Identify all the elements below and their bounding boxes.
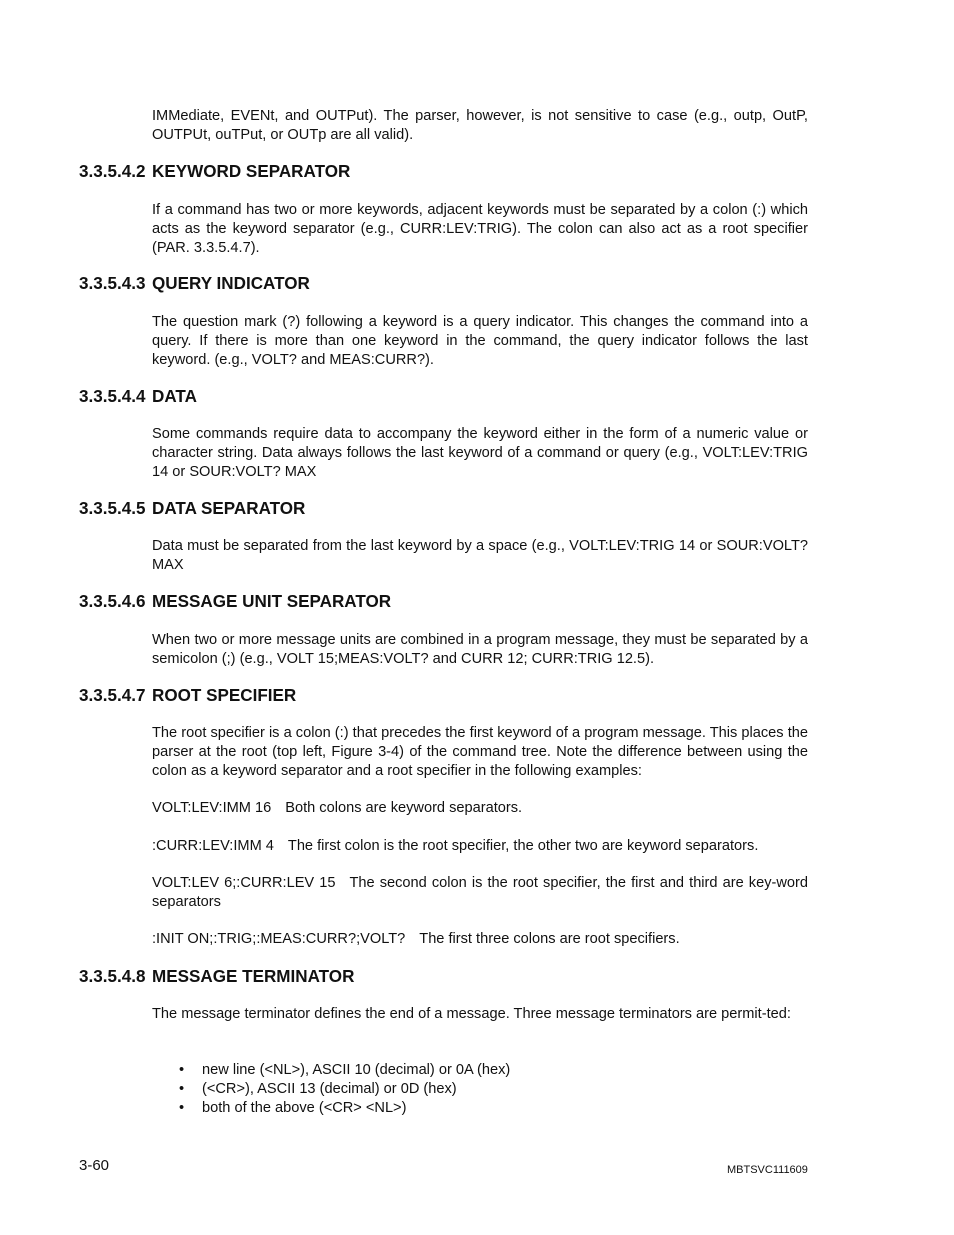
section-title: QUERY INDICATOR (152, 274, 310, 293)
bullet-icon: • (179, 1080, 185, 1097)
page-number: 3-60 (79, 1157, 110, 1174)
list-item (179, 1061, 510, 1080)
example-text: Both colons are keyword separators. (285, 800, 523, 816)
section-body-message-unit-separator: When two or more message units are combined in a program message, they must be separated by a semicolon (;) (e.g., VOLT 15;MEAS:VOLT? and CURR 12; CURR:TRIG 12.5). (152, 632, 808, 667)
section-body-message-terminator: The message terminator defines the end of a message. Three message terminators are permit-ted: (152, 1006, 791, 1022)
section-heading-data-separator (79, 500, 305, 519)
example-line (152, 874, 808, 912)
list-item (179, 1080, 510, 1099)
terminator-list (179, 1061, 510, 1118)
example-text: The second colon is the root specifier, the first and third are key-word separators (152, 875, 808, 910)
section-number: 3.3.5.4.6 (79, 592, 146, 611)
section-number: 3.3.5.4.5 (79, 499, 146, 518)
section-title: KEYWORD SEPARATOR (152, 162, 351, 181)
section-heading-message-terminator (79, 968, 354, 987)
example-line (152, 799, 808, 818)
example-text: The first three colons are root specifiers. (419, 931, 680, 947)
section-body-keyword-separator: If a command has two or more keywords, adjacent keywords must be separated by a colon (:) which acts as the keyword separator (e.g., CURR:LEV:TRIG). The colon can also act as a root specifier (PAR. 3.3.5.4.7). (152, 202, 808, 256)
intro-paragraph: IMMediate, EVENt, and OUTPut). The parser, however, is not sensitive to case (e.g., outp, OutP, OUTPUt, ouTPut, or OUTp are all valid). (152, 108, 808, 143)
example-code: VOLT:LEV 6;:CURR:LEV 15 (152, 875, 336, 891)
example-text: The first colon is the root specifier, the other two are keyword separators. (287, 838, 759, 854)
bullet-icon: • (179, 1099, 185, 1116)
document-code: MBTSVC111609 (727, 1164, 808, 1176)
section-heading-root-specifier (79, 687, 296, 706)
section-title: MESSAGE UNIT SEPARATOR (152, 592, 392, 611)
example-code: VOLT:LEV:IMM 16 (152, 800, 272, 816)
section-number: 3.3.5.4.7 (79, 686, 146, 705)
section-heading-data (79, 388, 197, 407)
section-number: 3.3.5.4.3 (79, 274, 146, 293)
section-body-data-separator: Data must be separated from the last keyword by a space (e.g., VOLT:LEV:TRIG 14 or SOUR:VOLT? MAX (152, 538, 808, 573)
list-item-text: (<CR>), ASCII 13 (decimal) or 0D (hex) (202, 1080, 457, 1097)
section-number: 3.3.5.4.2 (79, 162, 146, 181)
section-body-query-indicator: The question mark (?) following a keyword is a query indicator. This changes the command into a query. If there is more than one keyword in the command, the query indicator follows the last keyword. (e.g., VOLT? and MEAS:CURR?). (152, 314, 808, 368)
section-number: 3.3.5.4.8 (79, 967, 146, 986)
list-item-text: new line (<NL>), ASCII 10 (decimal) or 0A (hex) (202, 1062, 511, 1078)
list-item-text: both of the above (<CR> <NL>) (202, 1099, 407, 1116)
example-line (152, 837, 808, 856)
section-body-root-specifier: The root specifier is a colon (:) that precedes the first keyword of a program message. This places the parser at the root (top left, Figure 3-4) of the command tree. Note the difference between using the colon as a keyword separator and a root specifier in the following examples: (152, 725, 808, 779)
example-line (152, 930, 808, 949)
list-item (179, 1099, 510, 1118)
section-heading-keyword-separator (79, 163, 350, 182)
section-title: ROOT SPECIFIER (152, 686, 297, 705)
section-heading-query-indicator (79, 275, 310, 294)
bullet-icon: • (179, 1062, 185, 1078)
example-code: :CURR:LEV:IMM 4 (152, 838, 274, 854)
section-title: DATA SEPARATOR (152, 499, 306, 518)
section-heading-message-unit-separator (79, 593, 391, 612)
example-code: :INIT ON;:TRIG;:MEAS:CURR?;VOLT? (152, 931, 406, 947)
section-number: 3.3.5.4.4 (79, 387, 146, 406)
section-body-data: Some commands require data to accompany the keyword either in the form of a numeric value or character string. Data always follows the last keyword of a command or query (e.g., VOLT:LEV:TRIG 14 or SOUR:VOLT? MAX (152, 426, 808, 480)
section-title: MESSAGE TERMINATOR (152, 967, 355, 986)
section-title: DATA (152, 387, 197, 406)
